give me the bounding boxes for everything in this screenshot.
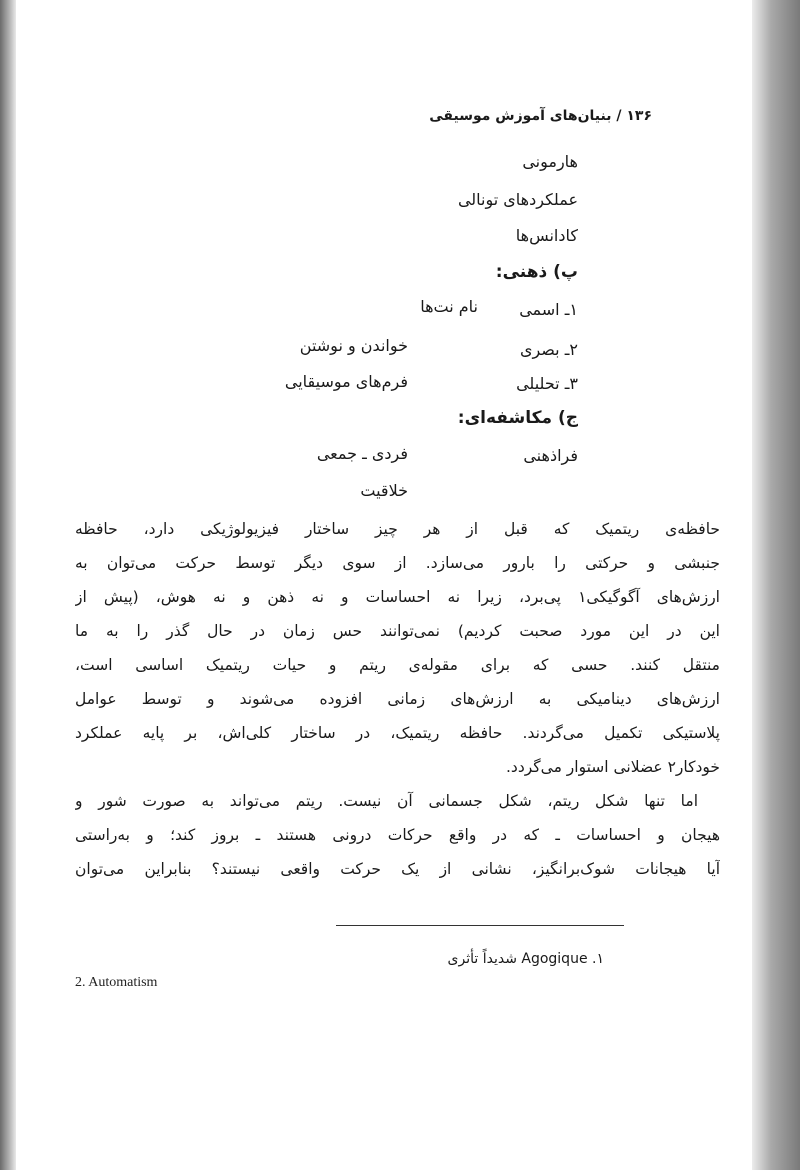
paragraph-line: خودکار۲ عضلانی استوار می‌گردد. (505, 758, 720, 776)
paragraph-line: هیجان و احساسات ـ که در واقع حرکات درونی هستند ـ بروز کند؛ و به‌راستی (75, 826, 720, 844)
row-label-metamental: فراذهنی (523, 446, 578, 465)
book-spine-shadow (0, 0, 16, 1170)
row-value-analytical: فرم‌های موسیقایی (284, 372, 408, 391)
row-label-analytical: ۳ـ تحلیلی (516, 374, 578, 393)
list-item-cadences: کادانس‌ها (515, 226, 578, 245)
row-value-individual-collective: فردی ـ جمعی (316, 444, 408, 463)
row-label-nominal: ۱ـ اسمی (519, 300, 578, 319)
paragraph-line: ارزش‌های دینامیکی به ارزش‌های زمانی افزوده می‌شوند و توسط عوامل (75, 690, 720, 708)
paragraph-line: حافظه‌ی ریتمیک که قبل از هر چیز ساختار فیزیولوژیکی دارد، حافظه (75, 520, 720, 538)
paragraph-rhythmic-memory (75, 512, 720, 784)
running-header: ۱۳۶ / بنیان‌های آموزش موسیقی (429, 108, 652, 124)
row-value-creativity: خلاقیت (360, 481, 408, 500)
paragraph-line: ارزش‌های آگوگیکی۱ پی‌برد، زیرا نه احساسات و نه ذهن و نه هوش، (پیش از (75, 588, 720, 606)
paragraph-line: منتقل کنند. حسی که برای مقوله‌ی ریتم و حیات ریتمیک اساسی است، (75, 656, 720, 674)
footnote-separator (336, 925, 624, 926)
list-item-tonal-functions: عملکردهای تونالی (457, 190, 578, 209)
row-value-nominal: نام نت‌ها (420, 297, 478, 316)
paragraph-line: این در این مورد صحبت کردیم) نمی‌توانند حس زمان در حال گذر را به ما (75, 622, 720, 640)
footnote-1: ۱. Agogique شدیداً تأثری (447, 951, 604, 967)
row-label-visual: ۲ـ بصری (519, 340, 578, 359)
paragraph-line: اما تنها شکل ریتم، شکل جسمانی آن نیست. ریتم می‌تواند به صورت شور و (75, 792, 698, 810)
paragraph-rhythm-form (75, 784, 720, 886)
paragraph-line: جنبشی و حرکتی را بارور می‌سازد. از سوی دیگر توسط حرکت می‌توان به (75, 554, 720, 572)
page-edge-shadow (752, 0, 800, 1170)
section-heading-mental: پ) ذهنی: (495, 262, 578, 282)
paragraph-line: پلاستیکی تکمیل می‌گردند. حافظه ریتمیک، در ساختار کلی‌اش، بر پایه عملکرد (75, 724, 720, 742)
paragraph-line: آیا هیجانات شوک‌برانگیز، نشانی از یک حرکت واقعی نیستند؟ بنابراین می‌توان (75, 860, 720, 878)
list-item-harmony: هارمونی (522, 152, 578, 171)
footnote-2: 2. Automatism (75, 975, 158, 990)
row-value-visual: خواندن و نوشتن (299, 336, 408, 355)
section-heading-intuitive: ج) مکاشفه‌ای: (457, 408, 578, 428)
